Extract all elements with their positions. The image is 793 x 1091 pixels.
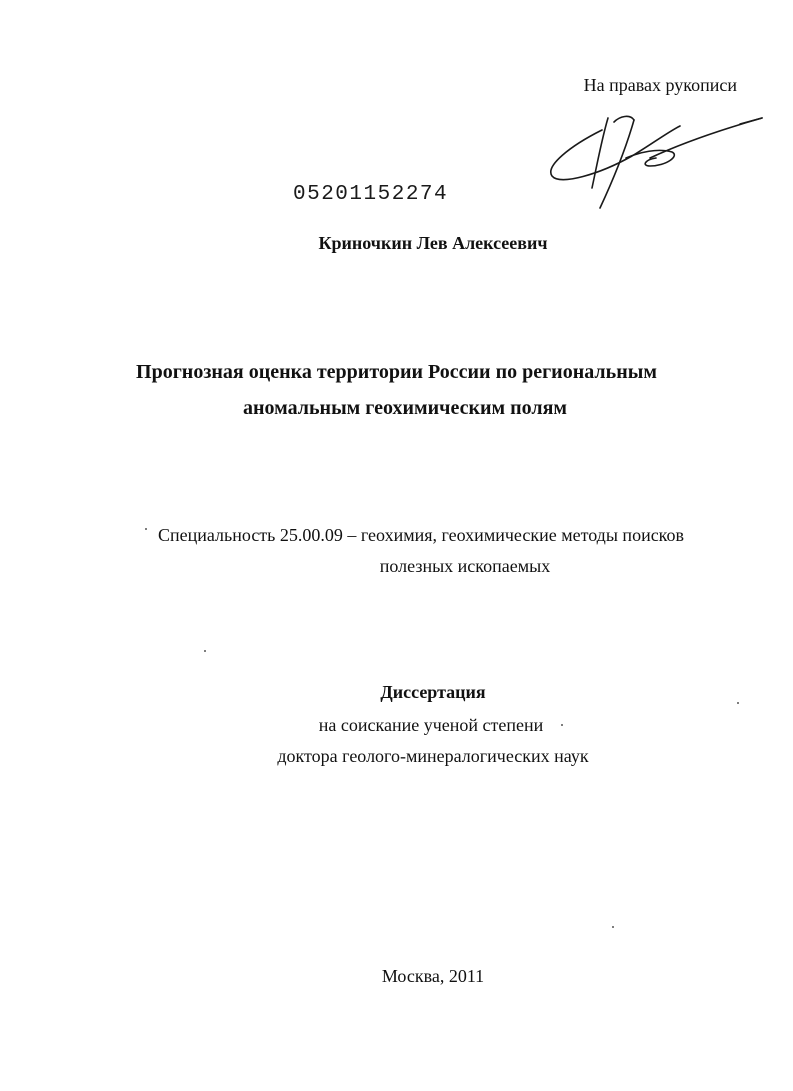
scan-speck: [561, 724, 563, 726]
scan-speck: [204, 650, 206, 652]
manuscript-rights-note: На правах рукописи: [583, 75, 737, 95]
registration-number: 05201152274: [293, 183, 449, 206]
handwritten-signature: [540, 108, 765, 218]
degree-line-1: на соискание ученой степени: [318, 715, 544, 735]
scan-speck: [612, 926, 614, 928]
document-type: Диссертация: [380, 682, 486, 702]
thesis-title-line-2: аномальным геохимическим полям: [242, 397, 568, 419]
specialty-line-1: Специальность 25.00.09 – геохимия, геохимические методы поисков: [158, 525, 685, 545]
author-name: Криночкин Лев Алексеевич: [318, 233, 548, 253]
specialty-line-2: полезных ископаемых: [379, 556, 551, 576]
scan-speck: [737, 702, 739, 704]
place-and-year: Москва, 2011: [381, 966, 485, 986]
scan-speck: [145, 528, 147, 530]
thesis-title-line-1: Прогнозная оценка территории России по региональным: [136, 361, 657, 383]
degree-line-2: доктора геолого-минералогических наук: [277, 746, 589, 766]
